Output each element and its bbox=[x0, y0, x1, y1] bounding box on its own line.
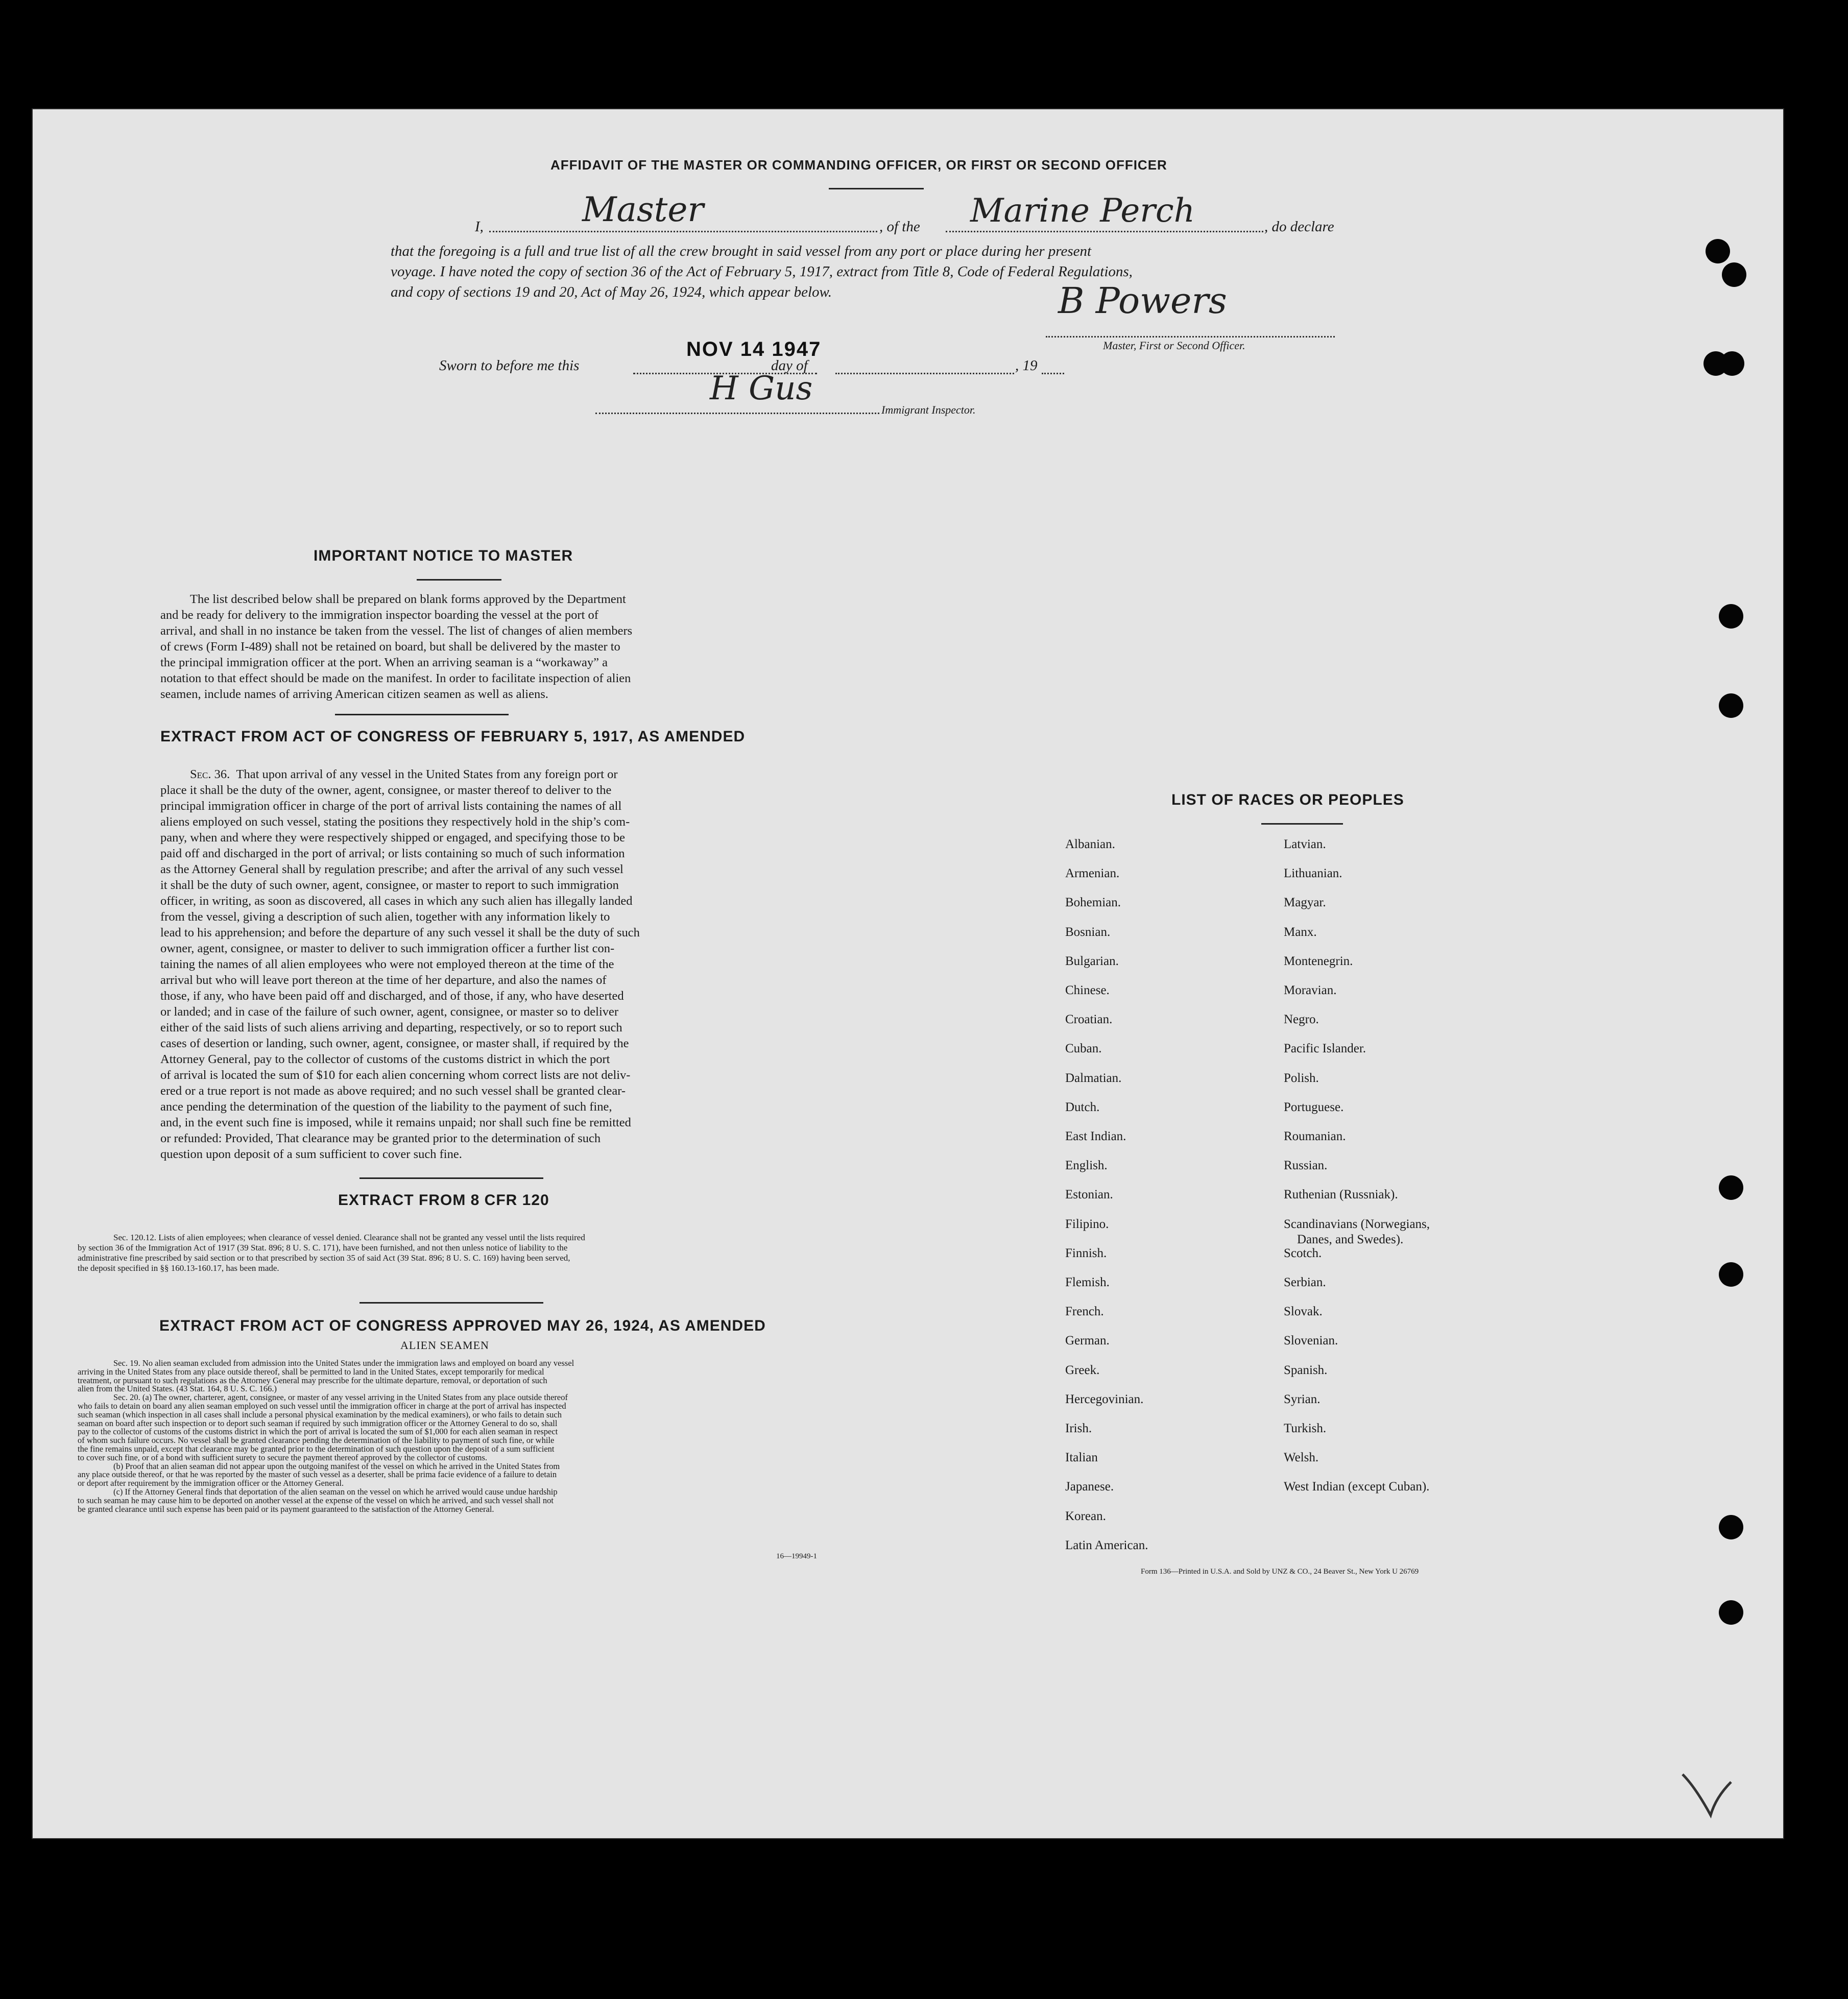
text-line: any place outside thereof, or that he was reported by the master of such vessel as a deserter, shall be prima facie evidence of a failure to detain bbox=[78, 1470, 557, 1480]
punch-hole bbox=[1719, 1262, 1743, 1287]
race-entry: Slovak. bbox=[1284, 1305, 1323, 1318]
punch-hole bbox=[1719, 693, 1743, 718]
race-entry: Greek. bbox=[1065, 1363, 1100, 1377]
act-1917-text bbox=[160, 766, 748, 1162]
text-line: Sec. 19. No alien seaman excluded from admission into the United States under the immigration laws and employed on board any vessel bbox=[113, 1358, 574, 1368]
race-entry: Flemish. bbox=[1065, 1275, 1110, 1289]
punch-hole bbox=[1719, 1600, 1743, 1625]
text-line: taining the names of all alien employees who were not employed thereon at the time of the bbox=[160, 957, 614, 971]
text-line: place it shall be the duty of the owner, agent, consignee, or master thereof to deliver to the bbox=[160, 783, 612, 797]
race-entry: Slovenian. bbox=[1284, 1334, 1338, 1347]
text-line: lead to his apprehension; and before the departure of any such vessel it shall be the duty of such bbox=[160, 926, 640, 940]
text-line-body: That upon arrival of any vessel in the United States from any foreign port or bbox=[236, 767, 618, 781]
cfr-text bbox=[78, 1233, 823, 1273]
divider bbox=[417, 579, 501, 581]
race-entry: Ruthenian (Russniak). bbox=[1284, 1188, 1398, 1201]
act-1924-text bbox=[78, 1359, 823, 1513]
race-entry: Hercegovinian. bbox=[1065, 1392, 1144, 1406]
vessel-name-field bbox=[946, 231, 1263, 232]
text-line: aliens employed on such vessel, stating the positions they respectively hold in the ship’s com- bbox=[160, 815, 630, 829]
text-line: by section 36 of the Immigration Act of 1917 (39 Stat. 896; 8 U. S. C. 171), have been furnished, and not then unless notice of liability to the bbox=[78, 1243, 568, 1253]
affidavit-line1-suffix: , do declare bbox=[1264, 219, 1334, 235]
race-entry: Syrian. bbox=[1284, 1392, 1321, 1406]
affidavit-line1-prefix: I, bbox=[475, 219, 484, 235]
text-line: ance pending the determination of the question of the liability to the payment of such fine, bbox=[160, 1100, 612, 1114]
section-label: Sec. 36. bbox=[190, 767, 230, 781]
race-entry: Manx. bbox=[1284, 925, 1317, 939]
text-line: paid off and discharged in the port of arrival; or lists containing so much of such information bbox=[160, 847, 625, 860]
act-1917-title: EXTRACT FROM ACT OF CONGRESS OF FEBRUARY 5, 1917, AS AMENDED bbox=[160, 728, 746, 745]
race-entry: Japanese. bbox=[1065, 1480, 1114, 1494]
divider bbox=[359, 1177, 543, 1179]
text-line: or refunded: Provided, That clearance may be granted prior to the determination of such bbox=[160, 1131, 601, 1145]
text-line: of arrival is located the sum of $10 for each alien concerning whom correct lists are not deliv- bbox=[160, 1068, 631, 1082]
text-line: seaman on board after such inspection or to deport such seaman if required by such immigration officer or the Attorney General to do so, shall bbox=[78, 1418, 558, 1428]
act-1924-subtitle: ALIEN SEAMEN bbox=[400, 1339, 489, 1352]
text-line: or landed; and in case of the failure of such owner, agent, consignee, or master so to deliver bbox=[160, 1005, 619, 1019]
divider bbox=[829, 188, 924, 189]
text-line: pany, when and where they were respectively shipped or engaged, and specifying those to be bbox=[160, 831, 626, 845]
race-entry: English. bbox=[1065, 1159, 1108, 1172]
notice-title: IMPORTANT NOTICE TO MASTER bbox=[314, 547, 573, 564]
race-entry: Russian. bbox=[1284, 1159, 1328, 1172]
race-entry: Welsh. bbox=[1284, 1451, 1319, 1464]
text-line: be granted clearance until such expense has been paid or its payment guaranteed to the satisfaction of the Attorney General. bbox=[78, 1504, 494, 1514]
affidavit-line1-middle: , of the bbox=[879, 219, 920, 235]
text-line: from the vessel, giving a description of such alien, together with any information likely to bbox=[160, 910, 610, 924]
race-entry: Finnish. bbox=[1065, 1246, 1107, 1260]
race-entry: Lithuanian. bbox=[1284, 866, 1342, 880]
text-line: arrival but who will leave port thereon at the time of her departure, and also the names of bbox=[160, 973, 607, 987]
race-entry: Portuguese. bbox=[1284, 1100, 1344, 1114]
race-entry: Scotch. bbox=[1284, 1246, 1322, 1260]
text-line: and be ready for delivery to the immigration inspector boarding the vessel at the port of bbox=[160, 608, 598, 622]
text-line: (c) If the Attorney General finds that deportation of the alien seaman on the vessel on which he arrived would cause undue hardship bbox=[113, 1486, 558, 1497]
text-line: the deposit specified in §§ 160.13-160.17, has been made. bbox=[78, 1263, 279, 1273]
divider bbox=[1261, 823, 1343, 825]
punch-hole bbox=[1719, 604, 1743, 629]
master-name-handwritten: Master bbox=[582, 190, 704, 229]
race-entry: Turkish. bbox=[1284, 1422, 1327, 1435]
divider bbox=[335, 714, 509, 715]
race-entry: Irish. bbox=[1065, 1422, 1092, 1435]
text-line: (b) Proof that an alien seaman did not appear upon the outgoing manifest of the vessel on which he arrived in the United States from bbox=[113, 1461, 560, 1471]
race-entry: Danes, and Swedes). bbox=[1297, 1233, 1404, 1246]
text-line: to cover such fine, or of a bond with sufficient surety to secure the payment thereof approved by the collector of customs. bbox=[78, 1452, 487, 1462]
text-line: as the Attorney General shall by regulation prescribe; and after the arrival of any such vessel bbox=[160, 862, 623, 876]
text-line: alien from the United States. (43 Stat. 164, 8 U. S. C. 166.) bbox=[78, 1384, 277, 1394]
affidavit-body-line: and copy of sections 19 and 20, Act of May 26, 1924, which appear below. bbox=[391, 284, 832, 300]
text-line: officer, in writing, as soon as discovered, all cases in which any such alien has illegally landed bbox=[160, 894, 633, 908]
text-line: to such seaman he may cause him to be deported on another vessel at the expense of the vessel on which he arrived, and such vessel shall not bbox=[78, 1495, 554, 1505]
race-entry: Dalmatian. bbox=[1065, 1071, 1122, 1085]
text-line: and, in the event such fine is imposed, while it remains unpaid; nor shall such fine be remitted bbox=[160, 1116, 631, 1129]
act-1924-title: EXTRACT FROM ACT OF CONGRESS APPROVED MAY 26, 1924, AS AMENDED bbox=[159, 1317, 766, 1334]
race-entry: West Indian (except Cuban). bbox=[1284, 1480, 1430, 1494]
race-entry: Serbian. bbox=[1284, 1275, 1326, 1289]
race-entry: Croatian. bbox=[1065, 1013, 1113, 1026]
text-line: owner, agent, consignee, or master to deliver to such immigration officer a further list con- bbox=[160, 942, 615, 955]
races-title: LIST OF RACES OR PEOPLES bbox=[1171, 791, 1404, 808]
punch-hole bbox=[1706, 239, 1730, 263]
sworn-day-label: day of bbox=[771, 357, 808, 374]
punch-hole bbox=[1719, 1515, 1743, 1539]
text-line: Attorney General, pay to the collector of customs of the customs district in which the port bbox=[160, 1052, 610, 1066]
master-signature-caption: Master, First or Second Officer. bbox=[1103, 339, 1245, 352]
text-line: it shall be the duty of such owner, agent, consignee, or master to report to such immigration bbox=[160, 878, 619, 892]
affidavit-body-line: voyage. I have noted the copy of section 36 of the Act of February 5, 1917, extract from Title 8, Code of Federal Regulations, bbox=[391, 263, 1133, 280]
affidavit-title: AFFIDAVIT OF THE MASTER OR COMMANDING OFFICER, OR FIRST OR SECOND OFFICER bbox=[550, 157, 1167, 173]
date-stamp: NOV 14 1947 bbox=[686, 338, 822, 360]
race-entry: French. bbox=[1065, 1305, 1104, 1318]
text-line: such seaman (which inspection in all cases shall include a personal physical examination by the medical examiners), or who fails to detain such bbox=[78, 1409, 562, 1419]
race-entry: Moravian. bbox=[1284, 983, 1337, 997]
text-line bbox=[160, 766, 748, 782]
race-entry: Chinese. bbox=[1065, 983, 1110, 997]
check-mark-icon bbox=[1680, 1767, 1736, 1823]
race-entry: Bulgarian. bbox=[1065, 954, 1119, 968]
sworn-year-field bbox=[1042, 373, 1064, 374]
race-entry: Latin American. bbox=[1065, 1538, 1148, 1552]
text-line: treatment, or pursuant to such regulations as the Attorney General may prescribe for the ultimate departure, removal, or deportation of such bbox=[78, 1375, 547, 1385]
race-entry: Korean. bbox=[1065, 1509, 1106, 1523]
notice-text bbox=[160, 591, 748, 702]
punch-hole bbox=[1720, 351, 1744, 376]
text-line: question upon deposit of a sum sufficient to cover such fine. bbox=[160, 1147, 462, 1161]
text-line: the principal immigration officer at the port. When an arriving seaman is a “workaway” a bbox=[160, 656, 608, 669]
sworn-month-field bbox=[835, 373, 1014, 374]
text-line: notation to that effect should be made on the manifest. In order to facilitate inspection of alien bbox=[160, 671, 631, 685]
text-line: arriving in the United States from any place outside thereof, shall be permitted to land in the United States, except temporarily for medical bbox=[78, 1366, 544, 1377]
form-printer-line: Form 136—Printed in U.S.A. and Sold by UNZ & CO., 24 Beaver St., New York U 26769 bbox=[1141, 1568, 1419, 1576]
master-signature: B Powers bbox=[1058, 280, 1227, 322]
race-entry: Montenegrin. bbox=[1284, 954, 1353, 968]
punch-hole bbox=[1719, 1175, 1743, 1200]
race-entry: Bohemian. bbox=[1065, 896, 1121, 909]
sworn-prefix: Sworn to before me this bbox=[439, 357, 580, 374]
race-entry: Italian bbox=[1065, 1451, 1098, 1464]
inspector-signature-line bbox=[595, 413, 879, 414]
sworn-year-label: , 19 bbox=[1015, 357, 1038, 374]
master-signature-line bbox=[1046, 336, 1335, 338]
race-entry: German. bbox=[1065, 1334, 1110, 1347]
text-line: principal immigration officer in charge of the port of arrival lists containing the names of all bbox=[160, 799, 622, 813]
form-code: 16—19949-1 bbox=[776, 1552, 817, 1560]
race-entry: Estonian. bbox=[1065, 1188, 1113, 1201]
race-entry: Polish. bbox=[1284, 1071, 1319, 1085]
race-entry: Scandinavians (Norwegians, bbox=[1284, 1217, 1430, 1231]
text-line: of whom such failure occurs. No vessel shall be granted clearance pending the determination of the liability to payment of such fine, or while bbox=[78, 1435, 555, 1446]
text-line: pay to the collector of customs of the customs district in which the port of arrival is located the sum of $1,000 for each alien seaman in respect bbox=[78, 1427, 558, 1437]
race-entry: Dutch. bbox=[1065, 1100, 1100, 1114]
race-entry: Latvian. bbox=[1284, 837, 1326, 851]
race-entry: Bosnian. bbox=[1065, 925, 1111, 939]
punch-hole bbox=[1722, 262, 1746, 287]
vessel-name-handwritten: Marine Perch bbox=[970, 192, 1195, 230]
text-line: either of the said lists of such aliens arriving and departing, respectively, or so to report such bbox=[160, 1021, 622, 1034]
race-entry: Albanian. bbox=[1065, 837, 1115, 851]
race-entry: East Indian. bbox=[1065, 1129, 1126, 1143]
race-entry: Armenian. bbox=[1065, 866, 1120, 880]
text-line: the fine remains unpaid, except that clearance may be granted prior to the determination of such question upon the deposit of a sum sufficient bbox=[78, 1443, 555, 1454]
cfr-title: EXTRACT FROM 8 CFR 120 bbox=[338, 1192, 549, 1209]
divider bbox=[359, 1302, 543, 1304]
text-line: seamen, include names of arriving American citizen seamen as well as aliens. bbox=[160, 687, 548, 701]
text-line: cases of desertion or landing, such owner, agent, consignee, or master shall, if required by the bbox=[160, 1037, 629, 1050]
master-name-field bbox=[489, 231, 877, 232]
text-line: who fails to detain on board any alien seaman employed on such vessel until the immigration officer in charge at the port of arrival has inspected bbox=[78, 1401, 566, 1411]
race-entry: Roumanian. bbox=[1284, 1129, 1346, 1143]
text-line: of crews (Form I-489) shall not be retained on board, but shall be delivered by the master to bbox=[160, 640, 620, 654]
affidavit-body-line: that the foregoing is a full and true list of all the crew brought in said vessel from any port or place during her present bbox=[391, 243, 1092, 259]
text-line: Sec. 120.12. Lists of alien employees; when clearance of vessel denied. Clearance shall not be granted any vessel until the lists required bbox=[113, 1233, 585, 1242]
race-entry: Magyar. bbox=[1284, 896, 1326, 909]
inspector-caption: Immigrant Inspector. bbox=[881, 403, 976, 416]
race-entry: Cuban. bbox=[1065, 1042, 1102, 1055]
text-line: administrative fine prescribed by said section or to that prescribed by section 35 of said Act (39 Stat. 896; 8 U. S. C. 169) having been served, bbox=[78, 1253, 570, 1263]
race-entry: Spanish. bbox=[1284, 1363, 1328, 1377]
text-line: ered or a true report is not made as above required; and no such vessel shall be granted clear- bbox=[160, 1084, 626, 1098]
text-line: The list described below shall be prepared on blank forms approved by the Department bbox=[190, 592, 626, 606]
text-line: arrival, and shall in no instance be taken from the vessel. The list of changes of alien members bbox=[160, 624, 633, 638]
text-line: or deport after requirement by the immigration officer or the Attorney General. bbox=[78, 1478, 344, 1488]
race-entry: Negro. bbox=[1284, 1013, 1319, 1026]
race-entry: Pacific Islander. bbox=[1284, 1042, 1366, 1055]
race-entry: Filipino. bbox=[1065, 1217, 1109, 1231]
text-line: those, if any, who have been paid off and discharged, and of those, if any, who have deserted bbox=[160, 989, 624, 1003]
text-line: Sec. 20. (a) The owner, charterer, agent, consignee, or master of any vessel arriving in the United States from any place outside thereof bbox=[113, 1392, 568, 1403]
inspector-signature: H Gus bbox=[710, 370, 813, 407]
